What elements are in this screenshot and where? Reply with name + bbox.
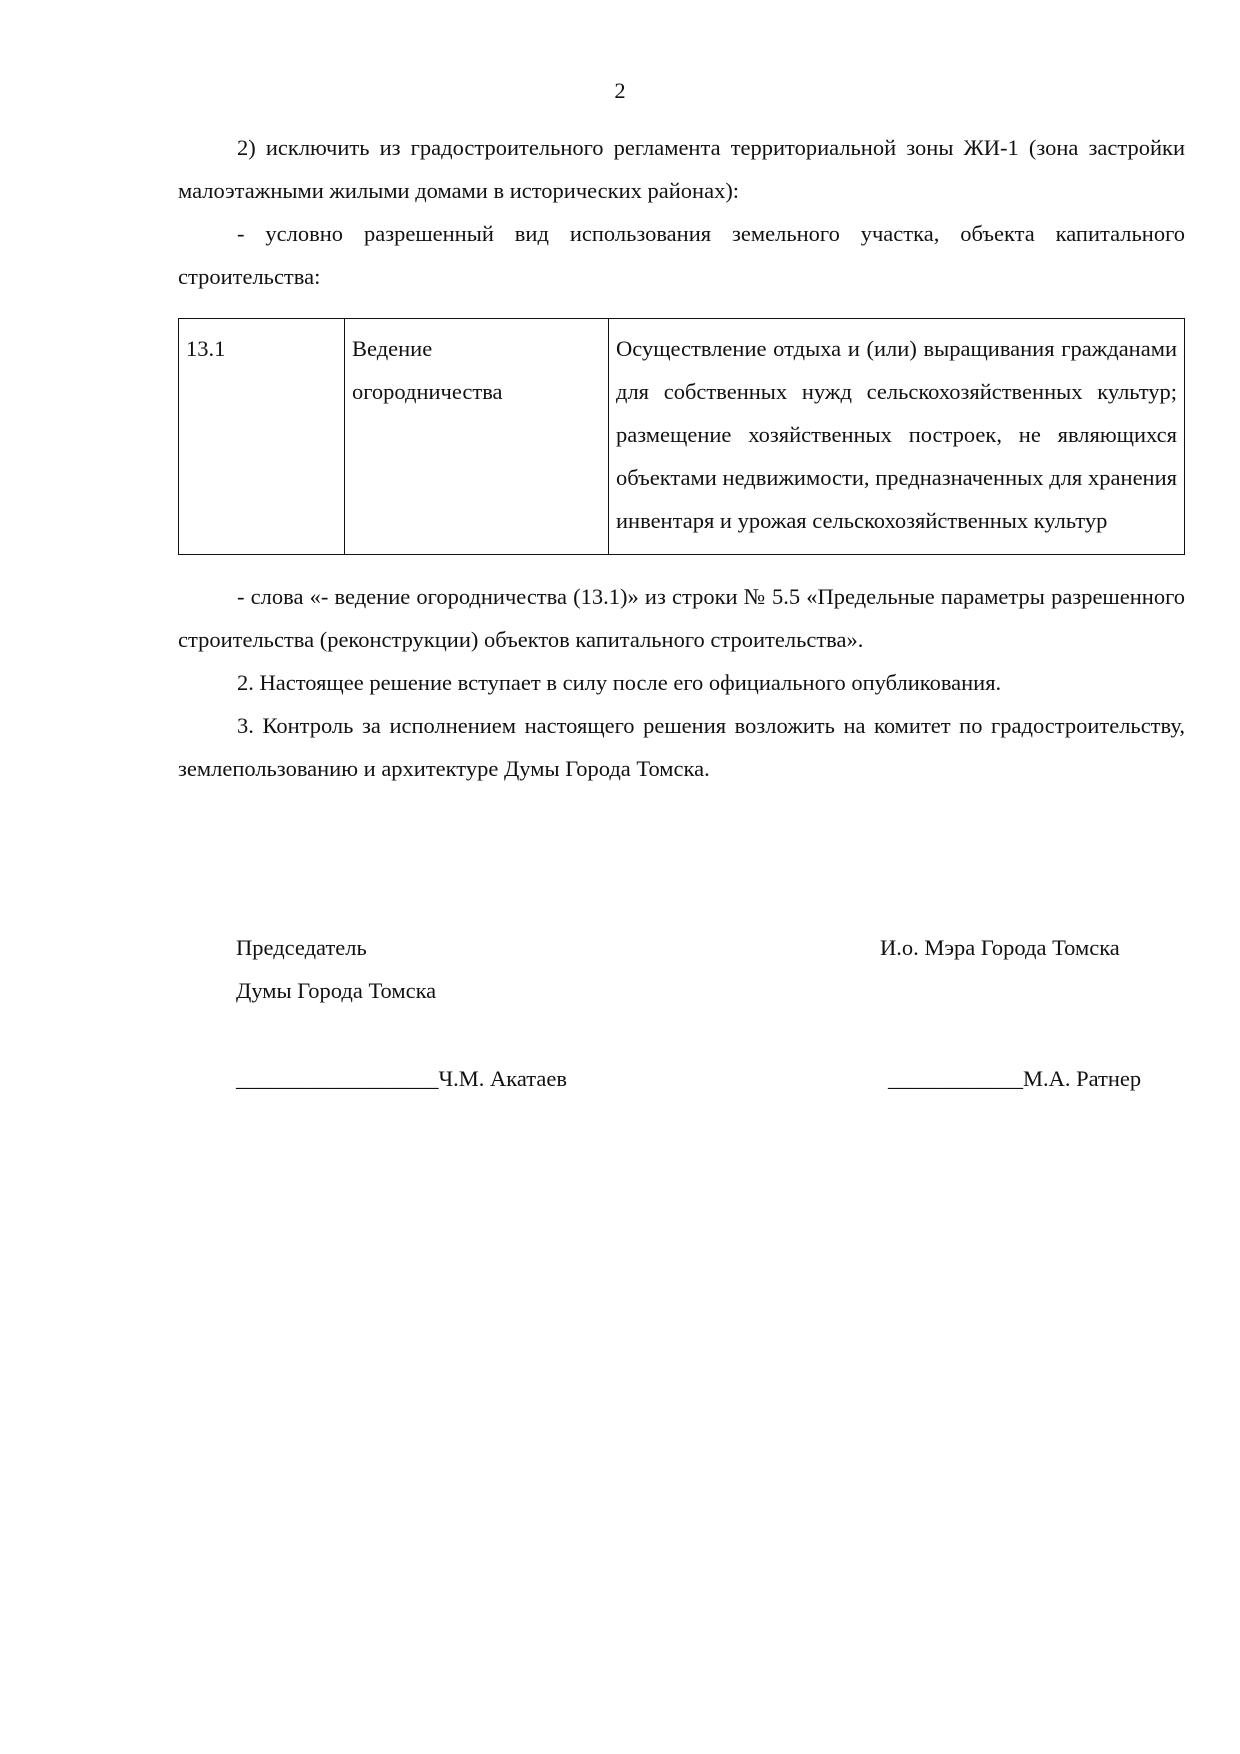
table-cell-name xyxy=(345,319,609,555)
land-use-table xyxy=(178,318,1185,555)
page-number: 2 xyxy=(614,78,626,103)
paragraph-words-removal: - слова «- ведение огородничества (13.1)» из строки № 5.5 «Предельные параметры разрешенного строительства (реконструкции) объектов капитального строительства». xyxy=(178,584,1185,652)
document-body xyxy=(178,126,1185,790)
table-row xyxy=(179,319,1185,555)
table-cell-name-line: огородничества xyxy=(352,379,503,404)
table-cell-code: 13.1 xyxy=(179,319,345,555)
paragraph-conditional-use: - условно разрешенный вид использования земельного участка, объекта капитального строительства: xyxy=(178,221,1185,289)
table-cell-name-line: Ведение xyxy=(352,336,433,361)
left-signatory-organization: Думы Города Томска xyxy=(236,978,437,1003)
table-cell-description: Осуществление отдыха и (или) выращивания гражданами для собственных нужд сельскохозяйственных культур; размещение хозяйственных построек, не являющихся объектами недвижимости, предназначенных для хранения инвентаря и урожая сельскохозяйственных культур xyxy=(609,319,1185,555)
paragraph-control: 3. Контроль за исполнением настоящего решения возложить на комитет по градостроительству, землепользованию и архитектуре Думы Города Томска. xyxy=(178,713,1185,781)
paragraph-exclude-regulation: 2) исключить из градостроительного регламента территориальной зоны ЖИ-1 (зона застройки малоэтажными жилыми домами в исторических районах): xyxy=(178,135,1185,203)
left-signatory-title: Председатель xyxy=(236,935,367,960)
right-signatory-title: И.о. Мэра Города Томска xyxy=(880,935,1120,960)
left-signature-line: __________________Ч.М. Акатаев xyxy=(236,1066,567,1091)
paragraph-effective-date: 2. Настоящее решение вступает в силу после его официального опубликования. xyxy=(237,670,1002,695)
right-signature-line: ____________М.А. Ратнер xyxy=(888,1066,1142,1091)
